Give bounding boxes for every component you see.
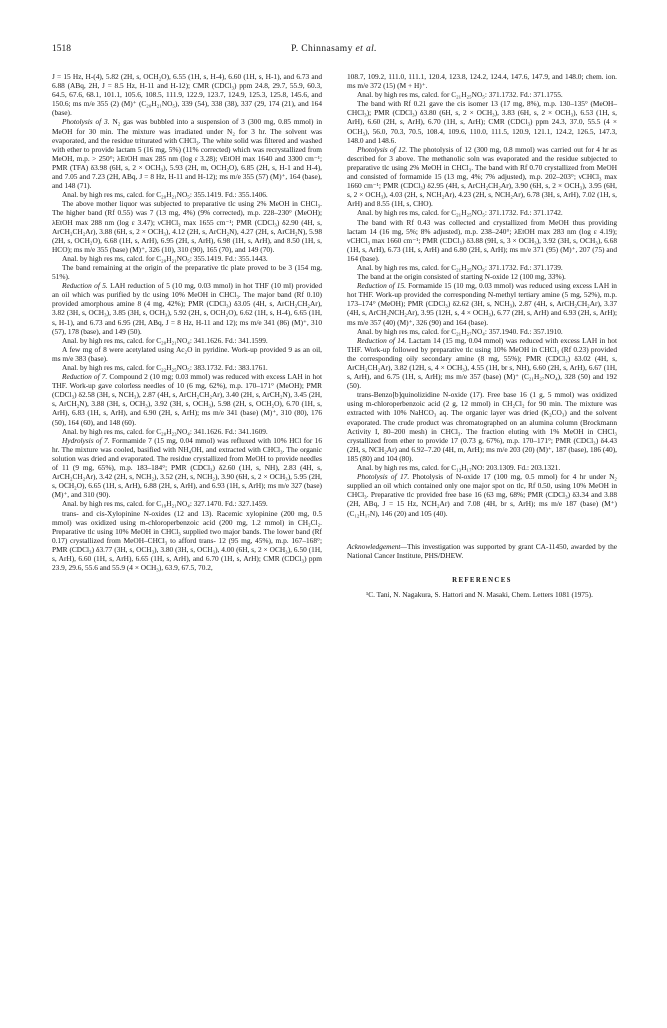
paragraph-text: The band with Rf 0.43 was collected and crystallized from MeOH thus providing lactam 14 (16 mg, 5%; 8% adjusted), m.p. 238–240°; λEtOH max 283 nm (log ε 4.19); νCHCl₃ max 1660 cm⁻¹; PMR (CDCl₃) δ3.88 (9H, s, 3 × OCH₃), 3.92 (3H, s, OCH₃), 6.68 (1H, s, ArH), 6.73 (1H, s, ArH) and 6.80 (2H, s, ArH); ms m/e 371 (95) (M)⁺, 207 (75) and 164 (base). bbox=[347, 217, 617, 263]
paragraph bbox=[347, 327, 617, 336]
paragraph-text: A few mg of 8 were acetylated using Ac₂O in pyridine. Work-up provided 9 as an oil, ms m/e 383 (base). bbox=[52, 344, 322, 363]
paragraph-lead: Photolysis of 12. bbox=[357, 144, 408, 154]
paragraph-text: Anal. by high res ms, calcd. for C₂₀H₂₃NO₄: 341.1626. Fd.: 341.1609. bbox=[62, 426, 268, 436]
paragraph-lead: Reduction of 5. bbox=[62, 281, 108, 291]
paragraph-text: Formamide 15 (10 mg, 0.03 mmol) was reduced using excess LAH in hot THF. Work-up provided the corresponding N-methyl tertiary amine (5 mg, 52%), m.p. 173–174° (MeOH); PMR (CDCl₃) δ2.62 (3H, s, NCH₃), 2.87 (4H, s, ArCH₂CH₂Ar), 3.37 (4H, s, ArCH₂NCH₂Ar), 3.95 (12H, s, 4 × OCH₃), 6.77 (2H, s, ArH) and 6.93 (2H, s, ArH); ms m/e 357 (40) (M)⁺, 326 (90) and 164 (base). bbox=[347, 281, 617, 327]
paragraph-text: Compound 2 (10 mg; 0.03 mmol) was reduced with excess LAH in hot THF. Work-up gave colorless needles of 10 (6 mg, 62%), m.p. 170–171° (MeOH); PMR (CDCl₃) δ2.58 (3H, s, NCH₃), 2.87 (4H, s, ArCH₂CH₂Ar), 3.40 (2H, s, ArCH₂N), 3.45 (2H, s, ArCH₂N), 3.88 (3H, s, OCH₃), 3.92 (3H, s, OCH₃), 5.98 (2H, s, OCH₂O), 6.70 (1H, s, ArH), 6.83 (1H, s, ArH), and 6.90 (2H, s, ArH); ms m/e 341 (base) (M)⁺, 310 (80), 176 (50), 164 (60), and 148 (60). bbox=[52, 372, 322, 427]
paragraph bbox=[52, 254, 322, 263]
paragraph-text: Anal. by high res ms, calcd. for C₁₃H₁₇NO: 203.1309. Fd.: 203.1321. bbox=[357, 463, 561, 473]
paragraph bbox=[52, 509, 322, 573]
paragraph-text: Anal. by high res ms, calcd. for C₁₉H₂₁NO₄: 327.1470. Fd.: 327.1459. bbox=[62, 499, 268, 509]
paragraph bbox=[347, 390, 617, 463]
paragraph bbox=[52, 372, 322, 427]
running-authors bbox=[52, 44, 616, 54]
paragraph bbox=[347, 472, 617, 517]
paragraph-continuation bbox=[52, 72, 322, 117]
paragraph-text: Anal. by high res ms, calcd. for C₂₂H₂₅NO₅: 383.1732. Fd.: 383.1761. bbox=[62, 363, 268, 372]
paragraph-lead: Photolysis of 3. bbox=[62, 117, 110, 127]
paragraph-text: LAH reduction of 5 (10 mg, 0.03 mmol) in hot THF (10 ml) provided an oil which was purified by tlc using 10% MeOH in CHCl₃. The major band (Rf 0.10) provided amorphous amine 8 (4 mg, 42%); PMR (CDCl₃) δ3.05 (4H, s, ArCH₂CH₂Ar), 3.82 (3H, s, OCH₃), 3.85 (3H, s, OCH₃), 5.92 (2H, s, OCH₂O), 6.62 (1H, s, H-4), 6.65 (1H, s, H-1), and 6.73 and 6.95 (2H, ABq, J = 8 Hz, H-11 and 12); ms m/e 341 (86) (M)⁺, 310 (57), 178 (base), and 149 (50). bbox=[52, 281, 322, 336]
paragraph bbox=[347, 208, 617, 217]
paragraph-text: Anal. by high res ms, calcd. for C₂₁H₂₇NO₄: 357.1940. Fd.: 357.1910. bbox=[357, 326, 563, 336]
paragraph bbox=[347, 145, 617, 209]
paragraph-text: J = 15 Hz, H-(4), 5.82 (2H, s, OCH₂O), 6.55 (1H, s, H-4), 6.60 (1H, s, H-1), and 6.73 and 6.88 (ABq, 2H, J = 8.5 Hz, H-11 and H-12); CMR (CDCl₃) ppm 24.8, 29.7, 55.9, 60.3, 64.5, 67.6, 68.1, 101.1, 105.6, 108.5, 111.9, 122.9, 123.7, 124.9, 125.3, 125.8, 145.6, and 150.6; ms m/e 355 (2) (M)⁺ (C₂₀H₂₁NO₅), 339 (54), 338 (38), 337 (29, 174 (21), and 164 (base). bbox=[52, 72, 322, 118]
paragraph-text: Photolysis of N-oxide 17 (100 mg, 0.5 mmol) for 4 hr under N₂ supplied an oil which contained only one major spot on tlc, Rf 0.50, using 10% MeOH in CHCl₃. Preparative tlc provided free base 16 (63 mg, 68%; PMR (CDCl₃) δ3.34 and 3.88 (2H, ABq, J = 15 Hz, NCH₂Ar) and 7.08 (4H, br s, ArH); ms m/e 187 (base) (M⁺) (C₁₂H₁₇N), 146 (20) and 105 (40). bbox=[347, 472, 617, 518]
paragraph bbox=[347, 463, 617, 472]
paragraph-lead: Photolysis of 17. bbox=[357, 472, 410, 482]
paragraph bbox=[52, 190, 322, 199]
reference-item: ¹C. Tani, N. Nagakura, S. Hattori and N. Masaki, Chem. Letters 1081 (1975). bbox=[366, 589, 593, 599]
paragraph bbox=[347, 263, 617, 272]
paragraph bbox=[52, 281, 322, 336]
paragraph-text: Formamide 7 (15 mg, 0.04 mmol) was refluxed with 10% HCl for 16 hr. The mixture was cooled, basified with NH₄OH, and extracted with CHCl₃. The organic solution was dried and evaporated. The residue crystallized from MeOH to provide needles of 11 (9 mg, 65%), m.p. 183–184°; PMR (CDCl₃) δ2.60 (1H, s, NH), 2.83 (4H, s, ArCH₂CH₂Ar), 3.42 (2H, s, NCH₂), 3.52 (2H, s, NCH₂), 3.90 (6H, s, 2 × OCH₃), 5.95 (2H, s, OCH₂O), 6.65 (1H, s, ArH), 6.88 (2H, s, ArH), and 6.93 (1H, s, ArH); ms m/e 327 (base) (M)⁺, and 310 (90). bbox=[52, 435, 322, 500]
paragraph bbox=[52, 436, 322, 500]
paragraph-lead: Reduction of 15. bbox=[357, 281, 406, 291]
paragraph-text: Anal. by high res ms, calcd. for C₂₀H₂₁NO₅: 355.1419. Fd.: 355.1406. bbox=[62, 190, 268, 200]
paragraph bbox=[347, 336, 617, 391]
right-column-body bbox=[347, 72, 617, 518]
paragraph-text: Anal. by high res ms, calcd. for C₂₀H₂₁NO₅: 355.1419. Fd.: 355.1443. bbox=[62, 253, 268, 263]
acknowledgement-lead: Acknowledgement— bbox=[347, 541, 407, 551]
paragraph bbox=[52, 427, 322, 436]
paragraph-text: The band at the origin consisted of starting N-oxide 12 (100 mg, 33%). bbox=[357, 272, 566, 282]
acknowledgement-text: This investigation was supported by grant CA-11450, awarded by the National Cancer Institute, PHS/DHEW. bbox=[347, 541, 617, 560]
paragraph-lead: Reduction of 7. bbox=[62, 372, 108, 382]
reference-list bbox=[347, 590, 617, 599]
paragraph-text: N₂ gas was bubbled into a suspension of 3 (300 mg, 0.85 mmol) in MeOH for 30 min. The mixture was irradiated under N₂ for 3 hr. The solvent was evaporated, and the residue triturated with CHCl₃. The white solid was filtered and washed with ether to provide lactam 5 (16 mg, 5%) (11% corrected) which was recrystallized from MeOH, m.p. > 250°; λEtOH max 285 nm (log ε 3.28); νEtOH max 1640 and 3300 cm⁻¹; PMR (TFA) δ3.98 (6H, s, 2 × OCH₃), 5.93 (2H, m, OCH₂O), 6.85 (2H, s, H-1 and H-4), and 7.05 and 7.23 (2H, ABq, J = 8 Hz, H-11 and H-12); ms m/e 355 (57) (M)⁺, 164 (base), and 148 (71). bbox=[52, 117, 322, 191]
paragraph-text: The band remaining at the origin of the preparative tlc plate proved to be 3 (154 mg, 51%). bbox=[52, 262, 322, 282]
paragraph bbox=[52, 336, 322, 345]
paragraph-text: The photolysis of 12 (300 mg, 0.8 mmol) was carried out for 4 hr as described for 3 above. The methanolic soln was evaporated and the residue subjected to preparative tlc using 2% MeOH in CHCl₃. The band with Rf 0.70 crystallized from MeOH and consisted of formamide 15 (13 mg, 4%; 7% adjusted), m.p. 202–203°; νCHCl₃ max 1660 cm⁻¹; PMR (CDCl₃) δ2.95 (4H, s, ArCH₂CH₂Ar), 3.90 (6H, s, 2 × OCH₃), 3.95 (6H, s, 2 × OCH₃), 4.03 (2H, s, NCH₂Ar), 4.23 (2H, s, NCH₂Ar), 6.78 (3H, s, ArH), 7.02 (1H, s, ArH) and 8.55 (1H, s, CHO). bbox=[347, 144, 617, 209]
left-column bbox=[52, 72, 322, 572]
paragraph bbox=[347, 272, 617, 281]
paragraph bbox=[347, 99, 617, 144]
references-heading: REFERENCES bbox=[452, 576, 512, 584]
paragraph-text: trans-Benzo[b]quinolizidine N-oxide (17). Free base 16 (1 g, 5 mmol) was oxidized using m-chloroperbenzoic acid (2 g, 12 mmol) in CH₂Cl₂ for 90 min. The mixture was extracted with 10% NaHCO₃ aq. The organic layer was dried (K₂CO₃) and the solvent evaporated. The crude product was chromatographed on an alumina column (Brockmann Activity I, 80–200 mesh) in CHCl₃. The fraction eluting with 1% MeOH in CHCl₃ crystallized from ether to provide 17 (0.73 g, 67%), m.p. 170–171°; PMR (CDCl₃) δ4.43 (2H, s, NCH₂Ar) and 6.92–7.20 (4H, m, ArH); ms m/e 203 (20) (M)⁺, 187 (base), 186 (40), 185 (80) and 104 (80). bbox=[347, 390, 617, 463]
paragraph bbox=[347, 281, 617, 326]
acknowledgement bbox=[347, 542, 617, 560]
authors-etal: et al. bbox=[355, 44, 377, 54]
paragraph-lead: Reduction of 14. bbox=[357, 335, 407, 345]
paragraph bbox=[347, 90, 617, 99]
running-header bbox=[52, 44, 616, 60]
paragraph-text: The above mother liquor was subjected to preparative tlc using 2% MeOH in CHCl₃. The higher band (Rf 0.55) was 7 (13 mg, 4%) (9% corrected), m.p. 228–230° (MeOH); λEtOH max 288 nm (log ε 3.47); νCHCl₃ max 1655 cm⁻¹; PMR (CDCl₃) δ2.90 (4H, s, ArCH₂CH₂Ar), 3.88 (6H, s, 2 × OCH₃), 4.12 (2H, s, ArCH₂N), 4.27 (2H, s, ArCH₂N), 5.98 (2H, s, OCH₂O), 6.68 (1H, s, ArH), 6.95 (2H, s, ArH), 6.98 (1H, s, ArH), and 8.50 (1H, s, HCO); ms m/e 355 (base) (M)⁺, 326 (10), 310 (90), 165 (70), and 149 (70). bbox=[52, 199, 322, 254]
paragraph-text: trans- and cis-Xylopinine N-oxides (12 and 13). Racemic xylopinine (200 mg, 0.5 mmol) was oxidized using m-chloroperbenzoic acid (200 mg, 1.2 mmol) in CH₂Cl₂. Preparative tlc using 10% MeOH in CHCl₃ supplied two major bands. The lower band (Rf 0.17) crystallized from MeOH–CHCl₃ to afford trans- 12 (95 mg, 45%), m.p. 167–168°; PMR (CDCl₃) δ3.77 (3H, s, OCH₃), 3.80 (3H, s, OCH₃), 4.00 (6H, s, 2 × OCH₃), 6.50 (1H, s, ArH), 6.60 (1H, s, ArH), 6.65 (1H, s, ArH), and 6.70 (1H, s, ArH); CMR (CDCl₃) ppm 23.9, 29.6, 55.6 and 55.9 (4 × OCH₃), 63.9, 67.5, 70.2, bbox=[52, 508, 322, 573]
paragraph bbox=[52, 263, 322, 281]
paragraph bbox=[52, 199, 322, 254]
paragraph bbox=[347, 218, 617, 263]
paragraph-lead: Hydrolysis of 7. bbox=[62, 435, 110, 445]
paragraph-text: Anal. by high res ms, calcd. for C₂₀H₂₁NO₄: 341.1626. Fd.: 341.1599. bbox=[62, 335, 268, 345]
authors-name: P. Chinnasamy bbox=[291, 44, 353, 54]
paragraph bbox=[52, 345, 322, 363]
paragraph-text: Lactam 14 (15 mg, 0.04 mmol) was reduced with excess LAH in hot THF. Work-up followed by preparative tlc using 10% MeOH in CHCl₃ (Rf 0.23) provided the corresponding oily secondary amine (8 mg, 55%); PMR (CDCl₃) δ3.02 (4H, s, ArCH₂CH₂Ar), 3.82 (12H, s, 4 × OCH₃), 4.55 (1H, br s, NH), 6.60 (2H, s, ArH), 6.67 (1H, s, ArH), and 6.75 (1H, s, ArH); ms m/e 357 (base) (M)⁺ (C₂₁H₂₇NO₄), 328 (50) and 192 (50). bbox=[347, 335, 617, 391]
paragraph-text: 108.7, 109.2, 111.0, 111.1, 120.4, 123.8, 124.2, 124.4, 147.6, 147.9, and 148.0; chem. ion. ms m/e 372 (15) (M + H)⁺. bbox=[347, 72, 617, 91]
paragraph bbox=[52, 117, 322, 190]
paragraph bbox=[52, 499, 322, 508]
right-column bbox=[347, 72, 617, 599]
paragraph bbox=[52, 363, 322, 372]
paragraph-text: Anal. by high res ms, calcd. for C₂₁H₂₅NO₅: 371.1732. Fd.: 371.1755. bbox=[357, 90, 563, 100]
page-number: 1518 bbox=[52, 44, 71, 54]
paragraph-text: The band with Rf 0.21 gave the cis isomer 13 (17 mg, 8%), m.p. 130–135° (MeOH–CHCl₃); PMR (CDCl₃) δ3.80 (6H, s, 2 × OCH₃), 3.83 (6H, s, 2 × OCH₃), 6.53 (1H, s, ArH), 6.60 (2H, s, ArH), 6.70 (1H, s, ArH); CMR (CDCl₃) ppm 24.3, 37.0, 55.5 (4 × OCH₃), 56.0, 70.3, 70.5, 108.4, 109.6, 110.0, 111.5, 120.9, 121.1, 124.2, 126.5, 147.3, 148.0 and 148.6. bbox=[347, 99, 617, 145]
paragraph-continuation bbox=[347, 72, 617, 90]
paragraph-text: Anal. by high res ms, calcd. for C₂₁H₂₅NO₅: 371.1732. Fd.: 371.1742. bbox=[357, 208, 563, 218]
paragraph-text: Anal. by high res ms, calcd. for C₂₁H₂₅NO₅: 371.1732. Fd.: 371.1739. bbox=[357, 262, 563, 272]
